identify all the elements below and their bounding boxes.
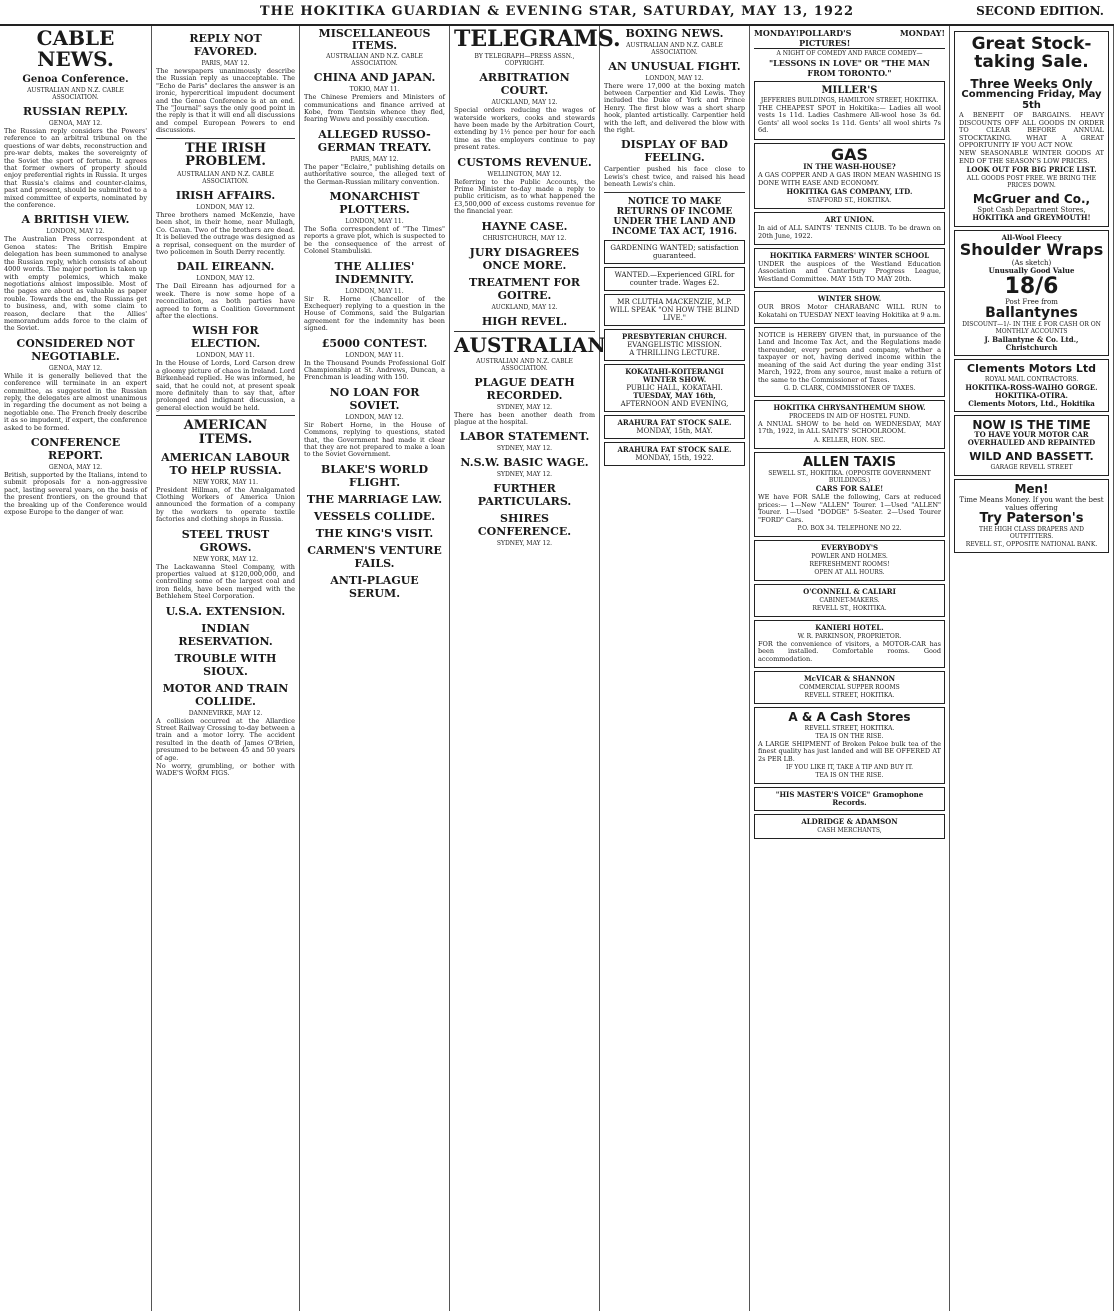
advert-gas: GAS IN THE WASH-HOUSE? A GAS COPPER AND A GAS IRON MEAN WASHING IS DONE WITH EASE AND ECONOMY. HOKITIKA GAS COMPANY, LTD. STAFFORD ST., HOKITIKA.: [754, 143, 945, 210]
dateline: AUCKLAND, MAY 12.: [491, 303, 558, 311]
article-title: A BRITISH VIEW.: [21, 213, 130, 227]
article-body: In the Thousand Pounds Professional Golf Championship at St. Andrews, Duncan, a Frenchman is leading with 150.: [304, 358, 445, 382]
column-telegrams: [450, 26, 621, 1311]
wrap-price: 18/6: [1004, 273, 1059, 299]
masthead: [0, 0, 1114, 26]
article-title: WISH FOR ELECTION.: [190, 324, 261, 351]
advert-church: PRESBYTERIAN CHURCH. EVANGELISTIC MISSION. A THRILLING LECTURE.: [604, 329, 745, 361]
boxing-heading: BOXING NEWS.: [625, 27, 724, 40]
dateline: GENOA, MAY 12.: [48, 464, 103, 471]
article-body: The Dail Eireann has adjourned for a week. There is now some hope of a reconciliation, as both parties have agreed to form a Coalition Government after the elections.: [156, 282, 295, 320]
advert-farmers-school: HOKITIKA FARMERS' WINTER SCHOOL UNDER the auspices of the Westland Education Association and Canterbury Progress League, Westland Committee. MAY 15th TO MAY 20th.: [754, 248, 945, 288]
dateline: CHRISTCHURCH, MAY 12.: [482, 234, 567, 242]
article-title: INDIAN RESERVATION.: [178, 621, 273, 648]
article-title: THE ALLIES' INDEMNITY.: [334, 259, 415, 286]
advert-lecture: MR CLUTHA MACKENZIE, M.P. WILL SPEAK "ON HOW THE BLIND LIVE.": [604, 294, 745, 326]
article-title: U.S.A. EXTENSION.: [165, 604, 286, 618]
article-title: AMERICAN LABOUR TO HELP RUSSIA.: [161, 450, 290, 477]
article-body: Three brothers named McKenzie, have been shot, in their home, near Mullagh, Co. Cavan. Two of the brothers are dead. It is believed the outrage was designed as a reprisal, consequent on the murder of two policemen in South Derry recently.: [156, 210, 295, 256]
article-title: RUSSIAN REPLY.: [22, 105, 129, 118]
article-title: HAYNE CASE.: [481, 219, 568, 233]
article-body: Special orders reducing the wages of waterside workers, cooks and stewards have been made by the Arbitration Court, extending by 1½ pence per hour for each time as the employers continue to pay present rates.: [454, 106, 595, 152]
article-title: CHINA AND JAPAN.: [313, 71, 436, 85]
article-body: Sir R. Horne (Chancellor of the Exchequer) replying to a question in the House of Commons, said the Bulgarian agreement for the indemnity has been signed.: [304, 294, 445, 333]
column-boxing-notices: [600, 26, 750, 1311]
dateline: GENOA, MAY 12.: [48, 364, 103, 372]
article-title: IRISH AFFAIRS.: [175, 188, 276, 202]
advert-text: No worry, grumbling, or bother with WADE'S WORM FIGS.: [156, 762, 295, 778]
cable-credit: AUSTRALIAN AND N.Z. CABLE ASSOCIATION.: [626, 41, 723, 56]
dateline: LONDON, MAY 12.: [645, 74, 704, 82]
telegrams-heading: TELEGRAMS.: [454, 26, 621, 52]
advert-now-is-the-time: NOW IS THE TIME TO HAVE YOUR MOTOR CAR OVERHAULED AND REPAINTED WILD AND BASSETT. GARAGE REVELL STREET: [954, 415, 1109, 476]
pictures-day-left: MONDAY!: [754, 28, 800, 38]
dateline: SYDNEY, MAY 12.: [496, 471, 553, 479]
dateline: LONDON, MAY 11.: [196, 352, 255, 360]
article-body: The Chinese Premiers and Ministers of communications and finance arrived at Kobe, from Tientsin whence they fled, fearing Wuwu and possibly execution.: [304, 93, 445, 124]
article-title: PLAGUE DEATH RECORDED.: [474, 375, 575, 402]
dateline: PARIS, MAY 12.: [350, 155, 399, 163]
advert-mcvicar: McVICAR & SHANNON COMMERCIAL SUPPER ROOMS REVELL STREET, HOKITIKA.: [754, 671, 945, 704]
advert-kanieri-hotel: KANIERI HOTEL. W. R. PARKINSON, PROPRIETOR. FOR the convenience of visitors, a MOTOR-CAR has been installed. Comfortable rooms. Good accommodation.: [754, 620, 945, 668]
article-title: HIGH REVEL.: [481, 314, 568, 328]
advert-gramophone: "HIS MASTER'S VOICE" Gramophone Records.: [754, 787, 945, 811]
article-title: NO LOAN FOR SOVIET.: [329, 385, 420, 412]
article-title: ARBITRATION COURT.: [479, 71, 570, 98]
newspaper-title: THE HOKITIKA GUARDIAN & EVENING STAR, SATURDAY, MAY 13, 1922: [259, 4, 855, 19]
article-title: SHIRES CONFERENCE.: [477, 512, 572, 539]
article-title: CONSIDERED NOT NEGOTIABLE.: [16, 336, 135, 363]
advert-everybodys: EVERYBODY'S POWLER AND HOLMES. REFRESHMENT ROOMS! OPEN AT ALL HOURS.: [754, 540, 945, 581]
dateline: WELLINGTON, MAY 12.: [487, 170, 562, 178]
cable-credit: AUSTRALIAN AND N.Z. CABLE ASSOCIATION.: [476, 357, 573, 372]
dateline: SYDNEY, MAY 12.: [496, 540, 553, 548]
article-title: MOTOR AND TRAIN COLLIDE.: [162, 681, 289, 708]
advert-stocktaking-sale: Great Stock-taking Sale. Three Weeks Only Commencing Friday, May 5th A BENEFIT OF BARGAINS. HEAVY DISCOUNTS OFF ALL GOODS IN ORDER TO CLEAR BEFORE ANNUAL STOCKTAKING. WHAT A GREAT OPPORTUNITY IF YOU ACT NOW. NEW SEASONABLE WINTER GOODS AT END OF THE SEASON'S LOW PRICES. LOOK OUT FOR BIG PRICE LIST. ALL GOODS POST FREE. WE BRING THE PRICES DOWN. McGruer and Co., Spot Cash Department Stores, HOKITIKA and GREYMOUTH!: [954, 31, 1109, 227]
irish-problem-heading: THE IRISH PROBLEM.: [184, 140, 267, 170]
article-title: DAIL EIREANN.: [176, 260, 275, 274]
dateline: TOKIO, MAY 11.: [349, 86, 400, 94]
dateline: NEW YORK, MAY 12.: [192, 555, 259, 563]
pictures-day-right: MONDAY!: [899, 28, 945, 38]
dateline: LONDON, MAY 11.: [345, 351, 404, 359]
dateline: LONDON, MAY 12.: [196, 275, 255, 283]
column-irish-american: [152, 26, 300, 1311]
advert-stock-sale-2: ARAHURA FAT STOCK SALE. MONDAY, 15th, 1922.: [604, 442, 745, 466]
dateline: LONDON, MAY 11.: [345, 217, 404, 225]
article-title: N.S.W. BASIC WAGE.: [460, 456, 589, 470]
advert-winter-show: KOKATAHI-KOITERANGI WINTER SHOW. PUBLIC HALL, KOKATAHI. TUESDAY, MAY 16th, AFTERNOON AND EVENING,: [604, 364, 745, 412]
advert-gardening: GARDENING WANTED; satisfaction guaranteed.: [604, 240, 745, 264]
dateline: PARIS, MAY 12.: [201, 60, 250, 67]
dateline: AUCKLAND, MAY 12.: [491, 99, 558, 107]
article-body: The Sofia correspondent of "The Times" reports a grave plot, which is suspected to be the consequence of the arrest of Colonel Stambuliski.: [304, 224, 445, 256]
advert-shoulder-wraps: All-Wool Fleecy Shoulder Wraps (As sketch) Unusually Good Value 18/6 Post Free from Ballantynes DISCOUNT—1/- IN THE £ FOR CASH OR ON MONTHLY ACCOUNTS J. Ballantyne & Co. Ltd., Christchurch: [954, 230, 1109, 357]
column-cable-news: [0, 26, 152, 1311]
advert-clements-motors: Clements Motors Ltd ROYAL MAIL CONTRACTORS. HOKITIKA-ROSS-WAIHO GORGE. HOKITIKA-OTIRA. Clements Motors, Ltd., Hokitika: [954, 359, 1109, 412]
article-title: TREATMENT FOR GOITRE.: [469, 275, 580, 302]
article-body: There has been another death from plague at the hospital.: [454, 410, 595, 426]
article-body: The newspapers unanimously describe the Russian reply as unacceptable. The "Echo de Paris" declares the answer is an ironic, hypercritical impudent document and the Genoa Conference is at an end. The "Journal" says the only good point in the reply is that it will end all discussions and compel European Powers to end discussions.: [156, 67, 295, 135]
article-title: DISPLAY OF BAD FEELING.: [621, 138, 728, 165]
edition-label: SECOND EDITION.: [976, 4, 1104, 18]
article-title: CARMEN'S VENTURE FAILS.: [307, 543, 442, 570]
article-body: The paper "Eclaire," publishing details on authoritative source, the alleged text of the German-Russian military convention.: [304, 162, 445, 186]
american-items-heading: AMERICAN ITEMS.: [183, 418, 268, 447]
dateline: NEW YORK, MAY 11.: [192, 478, 259, 486]
article-body: In the House of Lords, Lord Carson drew a gloomy picture of chaos in Ireland. Lord Birkenhead replied. He was informed, he said, that he could not, at present speak more definitely than to say that, after prolonged and indignant discussion, a general election would be held.: [156, 359, 295, 412]
advert-patersons: Men! Time Means Money. If you want the best values offering Try Paterson's THE HIGH CLASS DRAPERS AND OUTFITTERS. REVELL ST., OPPOSITE NATIONAL BANK.: [954, 479, 1109, 553]
pictures-line: A NIGHT OF COMEDY AND FARCE COMEDY—: [776, 50, 923, 57]
genoa-conference-subheading: Genoa Conference.: [22, 74, 129, 85]
dateline: LONDON, MAY 12.: [46, 228, 105, 236]
article-body: British, supported by the Italians, intend to submit proposals for a non-aggressive pact, lasting several years, on the basis of the present frontiers, on the ground that the breaking up of the Conference would expose Europe to the danger of war.: [4, 471, 147, 517]
cable-news-heading: CABLE NEWS.: [36, 26, 115, 71]
advert-allen-taxis: ALLEN TAXIS SEWELL ST., HOKITIKA. (OPPOSITE GOVERNMENT BUILDINGS.) CARS FOR SALE! WE have FOR SALE the following, Cars at reduced prices:— 1—New "ALLEN" Tourer. 1—Used "ALLEN" Tourer. 1—Used "DODGE" 5-Seater. 2—Used Tourer "FORD" Cars. P.O. BOX 34. TELEPHONE NO 22.: [754, 452, 945, 537]
article-body: Carpentier pushed his face close to Lewis's chest twice, and raised his head beneath Lewis's chin.: [604, 165, 745, 189]
article-body: There were 17,000 at the boxing match between Carpentier and Kid Lewis. They included the Duke of York and Prince Henry. The first blow was a short sharp hook, planted artistically. Carpentier held with the left, and delivered the blow with the right.: [604, 81, 745, 134]
cable-credit: AUSTRALIAN AND N.Z. CABLE ASSOCIATION.: [326, 53, 423, 68]
article-title: BLAKE'S WORLD FLIGHT.: [320, 462, 428, 489]
article-title: ALLEGED RUSSO-GERMAN TREATY.: [317, 127, 432, 154]
miscellaneous-heading: MISCELLANEOUS ITEMS.: [318, 27, 431, 52]
article-body: While it is generally believed that the conference will terminate in an expert committee, as suggested in the Russian reply, the delegates are almost unanimous in regarding the document as not being a negotiable one. The French freely describe it as so impudent, if expert, the conference asked to be formed.: [4, 371, 147, 432]
dateline: LONDON, MAY 12.: [196, 203, 255, 211]
advert-oconnell: O'CONNELL & CALIARI CABINET-MAKERS. REVELL ST., HOKITIKA.: [754, 584, 945, 617]
article-title: VESSELS COLLIDE.: [313, 509, 436, 523]
article-title: FURTHER PARTICULARS.: [477, 482, 572, 509]
article-title: THE KING'S VISIT.: [315, 526, 434, 540]
dateline: SYDNEY, MAY 12.: [496, 403, 553, 411]
telegraph-credit: BY TELEGRAPH—PRESS ASSN., COPYRIGHT.: [474, 53, 575, 68]
article-title: REPLY NOT FAVORED.: [189, 32, 262, 58]
column-display-advertisements: [950, 26, 1114, 1311]
cable-credit: AUSTRALIAN AND N.Z. CABLE ASSOCIATION.: [177, 170, 274, 185]
pictures-heading: POLLARD'S PICTURES!: [799, 28, 852, 48]
dateline: DANNEVIRKE, MAY 12.: [188, 709, 263, 717]
article-title: AN UNUSUAL FIGHT.: [608, 59, 741, 73]
pictures-feature: "LESSONS IN LOVE" OR "THE MAN FROM TORONTO.": [768, 58, 930, 78]
article-title: THE MARRIAGE LAW.: [306, 492, 443, 506]
article-title: £5000 CONTEST.: [321, 336, 428, 350]
article-body: The Australian Press correspondent at Genoa states: The British Empire delegation has been summoned to analyse the Russian reply, which consists of about 4000 words. The major portion is taken up with empty polemics, which make negotiations almost impossible. Most of the pages are about as valuable as paper rouble. Towards the end, the Russians get to business, and, with some claim to reason, declare that the Allies' memorandum adds force to the claim of the Soviet.: [4, 235, 147, 333]
article-body: President Hillman, of the Amalgamated Clothing Workers of America Union announced the formation of a company by the workers to operate textile factories and clothing shops in Russia.: [156, 485, 295, 524]
advert-income-tax: NOTICE is HEREBY GIVEN that, in pursuance of the Land and Income Tax Act, and the Regulations made thereunder, every person and company, whether a taxpayer or not, having derived income within the meaning of the said Act during the year ending 31st March, 1922, from any source, must make a return of the same to the Commissioner of Taxes. G. D. CLARK, COMMISSIONER OF TAXES.: [754, 327, 945, 397]
dateline: LONDON, MAY 12.: [345, 413, 404, 421]
advert-stock-sale: ARAHURA FAT STOCK SALE. MONDAY, 15th, MAY.: [604, 415, 745, 439]
advert-millers: MILLER'S JEFFERIES BUILDINGS, HAMILTON STREET, HOKITIKA. THE CHEAPEST SPOT in Hokitika:— Ladies all wool vests 1s 11d. Ladies Cashmere All-wool hose 3s 6d. Gents' all wool socks 1s 11d. Gents' all wool shirts 7s 6d.: [754, 81, 945, 140]
dateline: LONDON, MAY 11.: [345, 287, 404, 295]
article-body: The Russian reply considers the Powers' reference to an arbitral tribunal on the questions of war debts, reconstruction and pre-war debts, makes the sovereignty of the Soviet the sport of fortune. It agrees that former owners of property should enjoy preferential rights in Russia. It urges that Russia's claims and counter-claims, past and present, should be submitted to a mixed committee of experts, nominated by the conference.: [4, 127, 147, 210]
column-miscellaneous: [300, 26, 450, 1311]
advert-aa-cash-stores: A & A Cash Stores REVELL STREET, HOKITIKA. TEA IS ON THE RISE. A LARGE SHIPMENT of Broken Pekoe bulk tea of the finest quality has just landed and will BE OFFERED AT 2s PER LB. IF YOU LIKE IT, TAKE A TIP AND BUY IT. TEA IS ON THE RISE.: [754, 707, 945, 784]
article-body: Referring to the Public Accounts, the Prime Minister to-day made a reply to public criticism, as to what happened the £3,500,000 of excess customs revenue for the financial year.: [454, 177, 595, 216]
article-body: A collision occurred at the Allardice Street Railway Crossing to-day between a train and a motor lorry. The accident resulted in the death of James O'Brien, presumed to be between 45 and 50 years of age.: [156, 716, 295, 762]
article-title: JURY DISAGREES ONCE MORE.: [469, 245, 580, 272]
advert-girl-wanted: WANTED.—Experienced GIRL for counter trade. Wages £2.: [604, 267, 745, 291]
column-local-advertisements: [750, 26, 950, 1311]
article-title: TROUBLE WITH SIOUX.: [174, 651, 277, 678]
advert-winter-charabanc: WINTER SHOW. OUR BROS Motor CHARABANC WILL RUN to Kokatahi on TUESDAY NEXT leaving Hokitika at 9 a.m.: [754, 291, 945, 324]
article-title: MONARCHIST PLOTTERS.: [329, 189, 420, 216]
article-title: LABOR STATEMENT.: [459, 430, 590, 444]
dateline: SYDNEY, MAY 12.: [496, 445, 553, 453]
article-title: CUSTOMS REVENUE.: [457, 155, 592, 169]
article-title: ANTI-PLAGUE SERUM.: [330, 573, 419, 600]
dateline: GENOA, MAY 12.: [48, 120, 103, 127]
article-title: CONFERENCE REPORT.: [30, 436, 121, 462]
advert-aldridge: ALDRIDGE & ADAMSON CASH MERCHANTS,: [754, 814, 945, 839]
advert-art-union: ART UNION. In aid of ALL SAINTS' TENNIS CLUB. To be drawn on 20th June, 1922.: [754, 212, 945, 245]
article-body: The Lackawanna Steel Company, with properties valued at $120,000,000, and controlling some of the largest coal and iron fields, have been merged with the Bethlehem Steel Corporation.: [156, 562, 295, 601]
article-body: Sir Robert Horne, in the House of Commons, replying to questions, stated that, the Government had made it clear that they are not prepared to make a loan to the Soviet Government.: [304, 420, 445, 459]
notice-heading: NOTICE TO MAKE RETURNS OF INCOME UNDER THE LAND AND INCOME TAX ACT, 1916.: [611, 196, 737, 237]
cable-credit: AUSTRALIAN AND N.Z. CABLE ASSOCIATION.: [27, 87, 124, 101]
article-title: STEEL TRUST GROWS.: [181, 527, 270, 554]
advert-chrysanthemum: HOKITIKA CHRYSANTHEMUM SHOW. PROCEEDS IN AID OF HOSTEL FUND. A NNUAL SHOW to be held on WEDNESDAY, MAY 17th, 1922, in ALL SAINTS' SCHOOLROOM. A. KELLER, HON. SEC.: [754, 400, 945, 449]
australian-heading: AUSTRALIAN: [454, 332, 606, 357]
